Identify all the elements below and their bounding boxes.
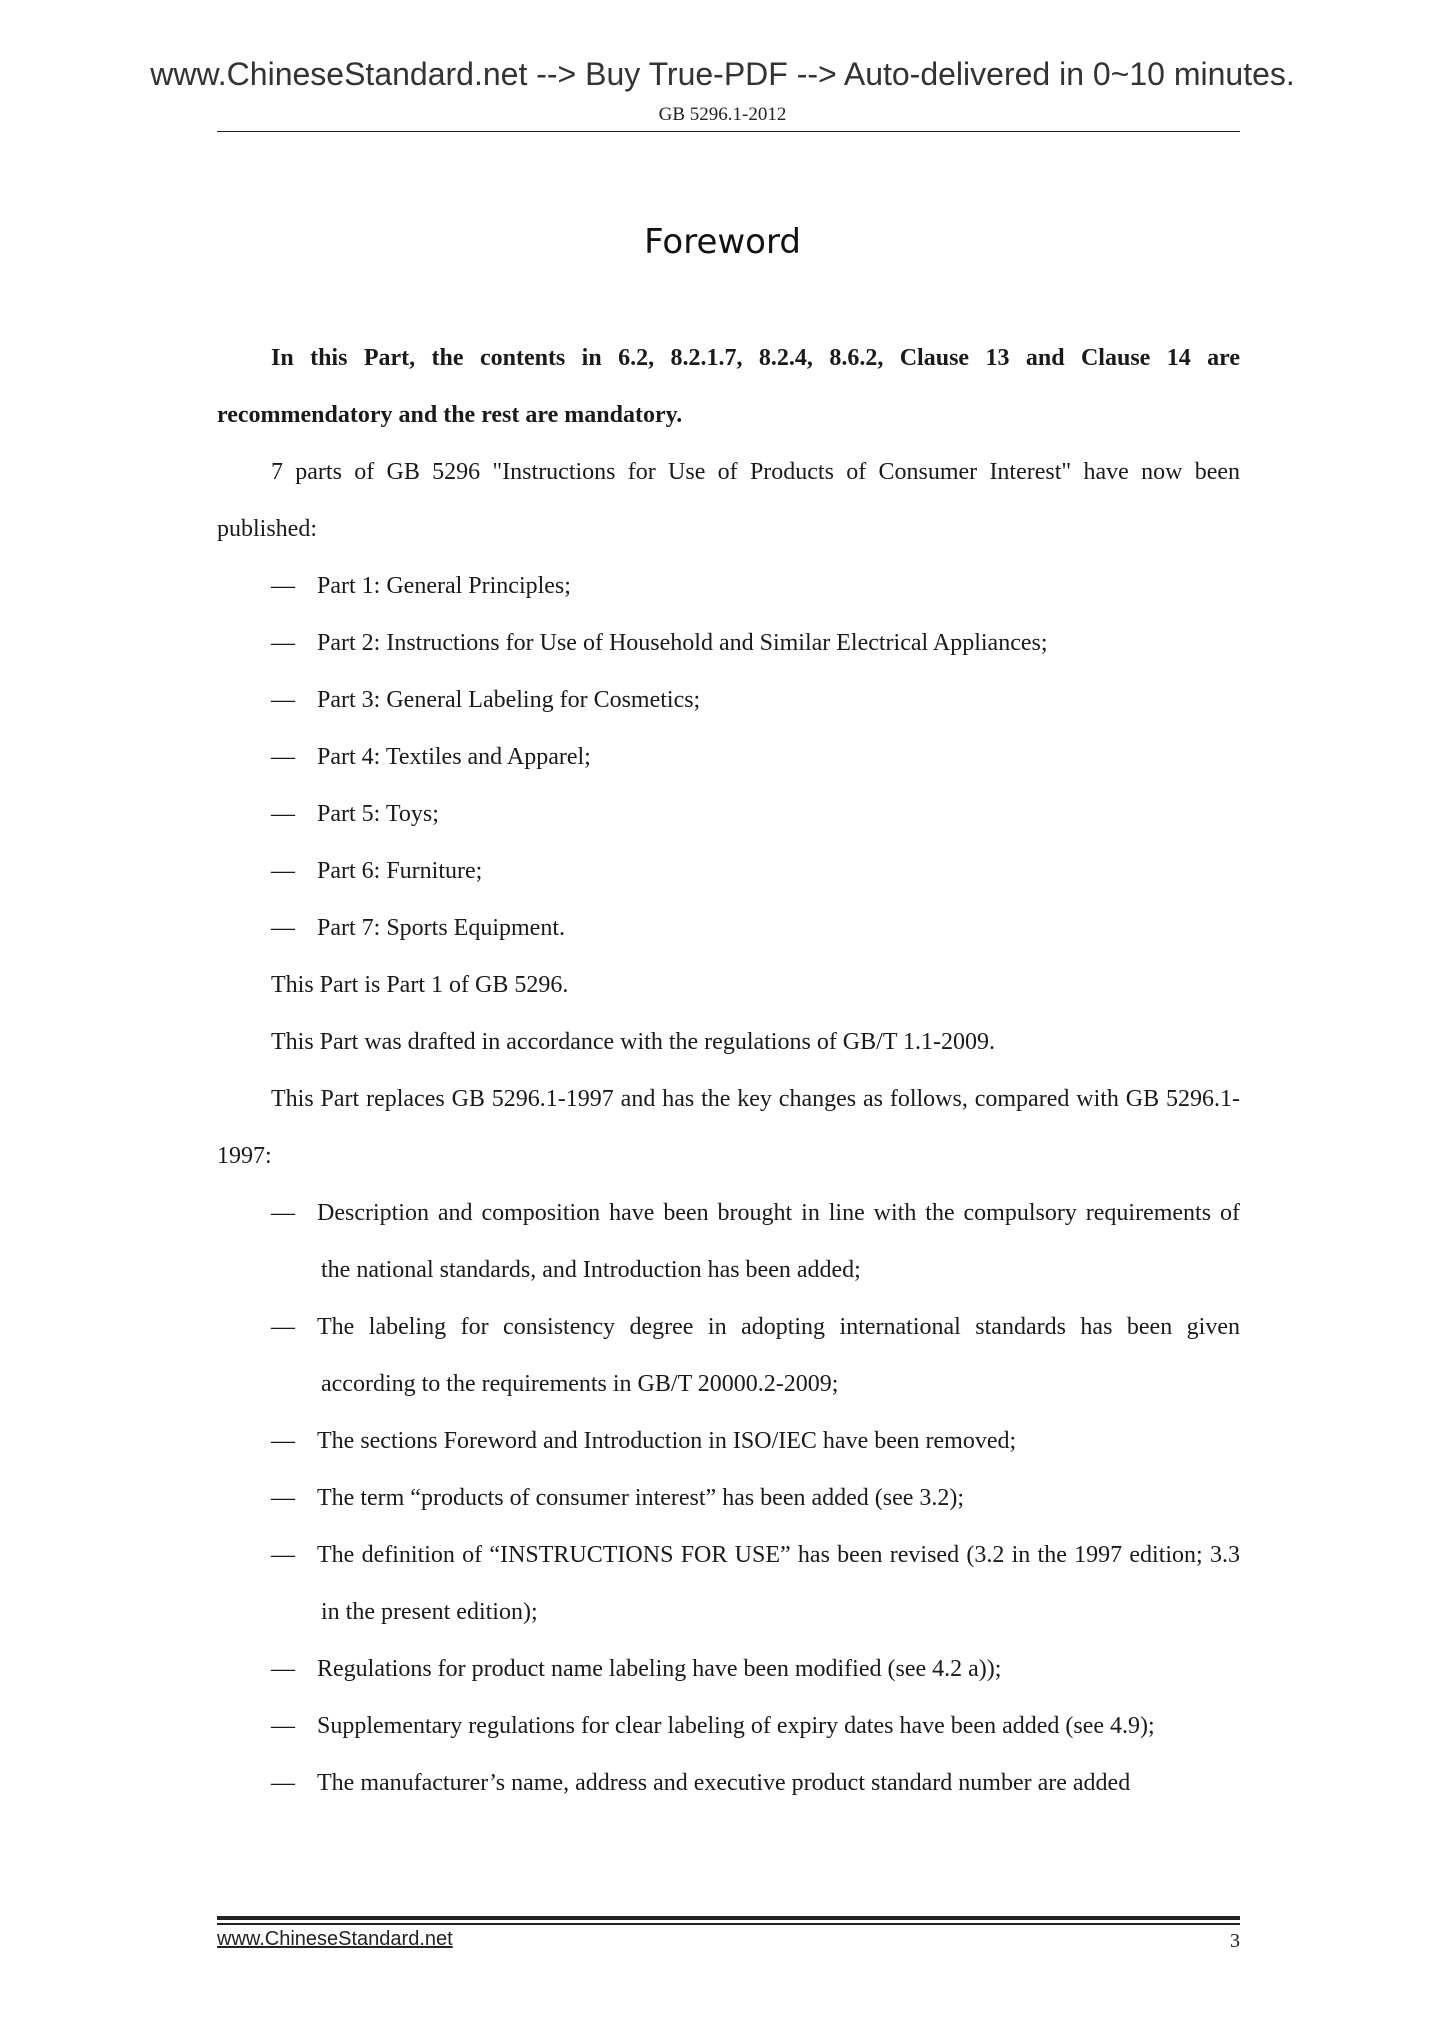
list-dash: —	[271, 687, 295, 713]
list-item	[217, 729, 1240, 786]
list-dash: —	[271, 1713, 295, 1739]
list-item	[217, 1413, 1240, 1470]
list-item-text: Part 1: General Principles;	[317, 573, 571, 599]
list-dash: —	[271, 1656, 295, 1682]
list-item	[217, 1299, 1240, 1413]
standard-code: GB 5296.1-2012	[658, 104, 787, 125]
list-item	[217, 900, 1240, 957]
list-item-text: Part 2: Instructions for Use of Household and Similar Electrical Appliances;	[317, 630, 1048, 656]
header-divider	[217, 131, 1240, 132]
footer-divider-thick	[217, 1916, 1240, 1920]
parts-intro: 7 parts of GB 5296 "Instructions for Use of Products of Consumer Interest" have now been published:	[217, 459, 1240, 542]
list-dash: —	[271, 630, 295, 656]
list-item	[217, 1185, 1240, 1299]
list-item-text: Part 5: Toys;	[317, 801, 439, 827]
list-item-text: Part 3: General Labeling for Cosmetics;	[317, 687, 701, 713]
drafted-statement: This Part was drafted in accordance with the regulations of GB/T 1.1-2009.	[271, 1029, 996, 1055]
list-item	[217, 786, 1240, 843]
parts-list	[217, 558, 1240, 957]
footer-divider-thin	[217, 1923, 1240, 1925]
recommendatory-statement: In this Part, the contents in 6.2, 8.2.1.7, 8.2.4, 8.6.2, Clause 13 and Clause 14 are recommendatory and the rest are mandatory.	[217, 345, 1240, 428]
list-item	[217, 672, 1240, 729]
list-dash: —	[271, 915, 295, 941]
list-item-text: Part 6: Furniture;	[317, 858, 483, 884]
list-item-text: The labeling for consistency degree in adopting international standards has been given according to the requirements in GB/T 20000.2-2009;	[317, 1314, 1240, 1397]
page-number: 3	[1230, 1930, 1240, 1952]
footer-site-link[interactable]: www.ChineseStandard.net	[217, 1928, 453, 1950]
list-item-text: The definition of “INSTRUCTIONS FOR USE” has been revised (3.2 in the 1997 edition; 3.3 in the present edition);	[317, 1542, 1240, 1625]
list-item-text: Description and composition have been brought in line with the compulsory requirements of the national standards, and Introduction has been added;	[317, 1200, 1240, 1283]
list-item-text: Supplementary regulations for clear labeling of expiry dates have been added (see 4.9);	[317, 1713, 1155, 1739]
list-item	[217, 1641, 1240, 1698]
list-item-text: Part 7: Sports Equipment.	[317, 915, 565, 941]
list-dash: —	[271, 1314, 295, 1340]
list-item	[217, 1755, 1240, 1812]
list-dash: —	[271, 1200, 295, 1226]
list-dash: —	[271, 1428, 295, 1454]
list-dash: —	[271, 744, 295, 770]
list-item	[217, 1470, 1240, 1527]
list-dash: —	[271, 858, 295, 884]
part-of-statement: This Part is Part 1 of GB 5296.	[271, 972, 569, 998]
list-dash: —	[271, 1485, 295, 1511]
list-dash: —	[271, 573, 295, 599]
document-body	[217, 330, 1240, 1812]
list-item	[217, 1527, 1240, 1641]
replaces-statement: This Part replaces GB 5296.1-1997 and has the key changes as follows, compared with GB 5296.1-1997:	[217, 1086, 1240, 1169]
list-item-text: The term “products of consumer interest” has been added (see 3.2);	[317, 1485, 965, 1511]
changes-list	[217, 1185, 1240, 1812]
list-item	[217, 558, 1240, 615]
list-item-text: Regulations for product name labeling have been modified (see 4.2 a));	[317, 1656, 1002, 1682]
list-item-text: Part 4: Textiles and Apparel;	[317, 744, 591, 770]
list-item-text: The sections Foreword and Introduction in ISO/IEC have been removed;	[317, 1428, 1017, 1454]
list-dash: —	[271, 801, 295, 827]
list-dash: —	[271, 1542, 295, 1568]
list-item	[217, 615, 1240, 672]
list-item	[217, 1698, 1240, 1755]
site-banner: www.ChineseStandard.net --> Buy True-PDF --> Auto-delivered in 0~10 minutes.	[150, 56, 1295, 92]
list-item	[217, 843, 1240, 900]
list-dash: —	[271, 1770, 295, 1796]
list-item-text: The manufacturer’s name, address and executive product standard number are added	[317, 1770, 1131, 1796]
page-title: Foreword	[644, 222, 801, 262]
